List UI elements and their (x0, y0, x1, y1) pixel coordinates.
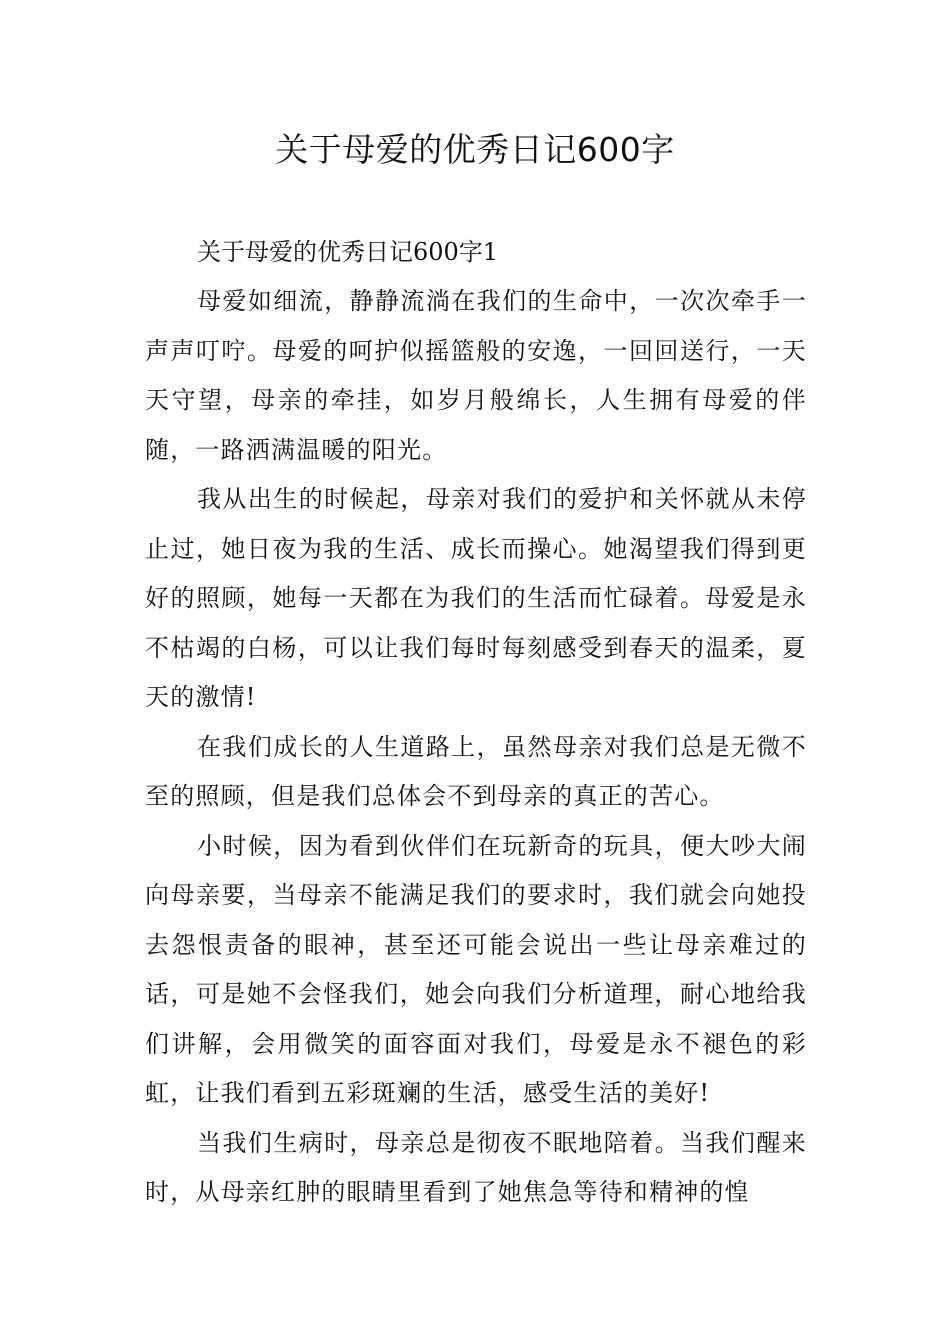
page-title: 关于母爱的优秀日记600字 (275, 130, 675, 169)
paragraph-3: 在我们成长的人生道路上，虽然母亲对我们总是无微不至的照顾，但是我们总体会不到母亲的真正的苦心。 (145, 732, 807, 810)
document-body (145, 228, 807, 1218)
paragraph-1: 母爱如细流，静静流淌在我们的生命中，一次次牵手一声声叮咛。母爱的呵护似摇篮般的安逸，一回回送行，一天天守望，母亲的牵挂，如岁月般绵长，人生拥有母爱的伴随，一路洒满温暖的阳光。 (145, 287, 807, 464)
section-heading: 关于母爱的优秀日记600字1 (197, 238, 499, 266)
paragraph-4: 小时候，因为看到伙伴们在玩新奇的玩具，便大吵大闹向母亲要，当母亲不能满足我们的要求时，我们就会向她投去怨恨责备的眼神，甚至还可能会说出一些让母亲难过的话，可是她不会怪我们，她会向我们分析道理，耐心地给我们讲解，会用微笑的面容面对我们，母爱是永不褪色的彩虹，让我们看到五彩斑斓的生活，感受生活的美好! (145, 831, 807, 1107)
paragraph-2: 我从出生的时候起，母亲对我们的爱护和关怀就从未停止过，她日夜为我的生活、成长而操心。她渴望我们得到更好的照顾，她每一天都在为我们的生活而忙碌着。母爱是永不枯竭的白杨，可以让我们每时每刻感受到春天的温柔，夏天的激情! (145, 485, 807, 711)
paragraph-5: 当我们生病时，母亲总是彻夜不眠地陪着。当我们醒来时，从母亲红肿的眼睛里看到了她焦急等待和精神的惶 (145, 1128, 807, 1206)
